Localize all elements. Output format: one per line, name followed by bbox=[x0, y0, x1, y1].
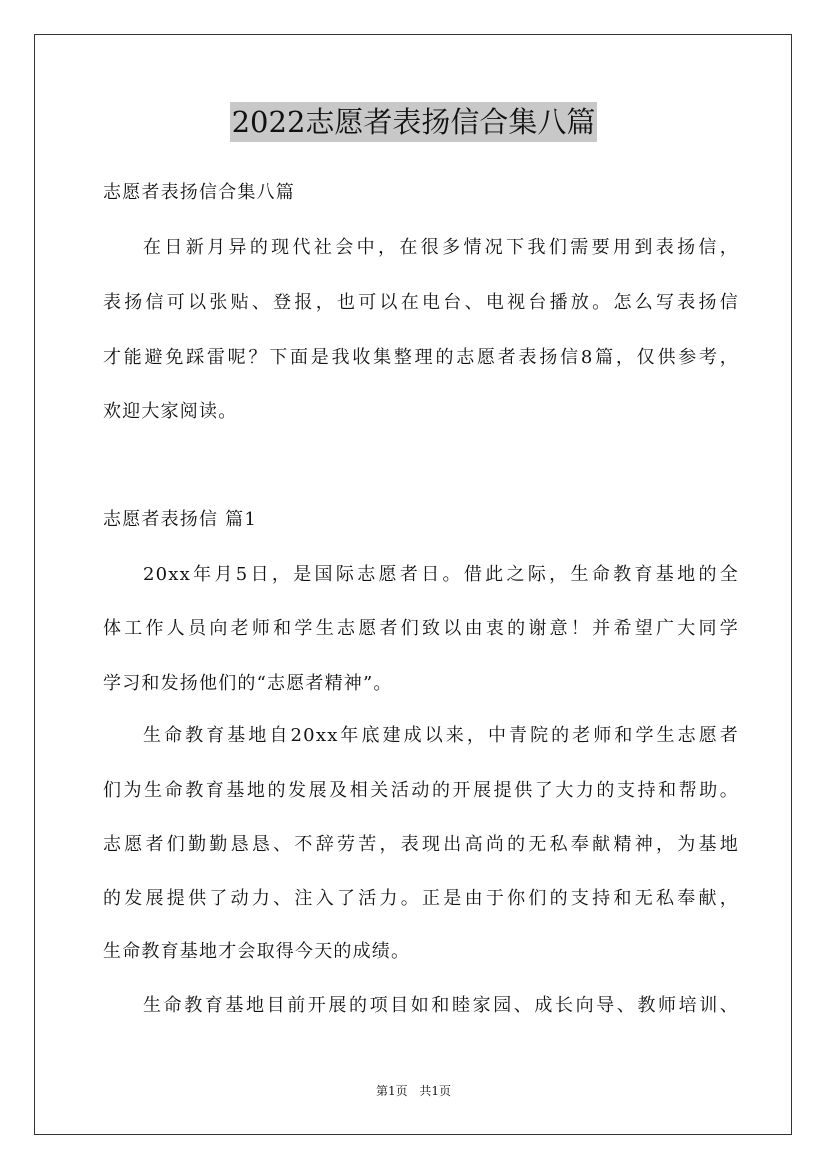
paragraph-line: 生命教育基地才会取得今天的成绩。 bbox=[103, 941, 411, 962]
page-total: 共1页 bbox=[419, 1084, 452, 1098]
intro-line: 表扬信可以张贴、登报，也可以在电台、电视台播放。怎么写表扬信 bbox=[103, 292, 739, 313]
paragraph-line: 生命教育基地目前开展的项目如和睦家园、成长向导、教师培训、 bbox=[143, 995, 739, 1016]
document-title: 2022志愿者表扬信合集八篇 bbox=[230, 102, 598, 142]
section-heading: 志愿者表扬信 篇1 bbox=[103, 509, 257, 530]
paragraph-line: 学习和发扬他们的“志愿者精神”。 bbox=[103, 673, 393, 694]
page-footer bbox=[0, 1083, 827, 1099]
paragraph-line: 生命教育基地自20xx年底建成以来，中青院的老师和学生志愿者 bbox=[143, 725, 739, 746]
paragraph-line: 志愿者们勤勤恳恳、不辞劳苦，表现出高尚的无私奉献精神，为基地 bbox=[103, 834, 739, 855]
intro-line: 才能避免踩雷呢？下面是我收集整理的志愿者表扬信8篇，仅供参考， bbox=[103, 347, 739, 368]
paragraph-line: 的发展提供了动力、注入了活力。正是由于你们的支持和无私奉献， bbox=[103, 888, 739, 909]
document-subtitle: 志愿者表扬信合集八篇 bbox=[103, 182, 295, 203]
paragraph-line: 体工作人员向老师和学生志愿者们致以由衷的谢意！并希望广大同学 bbox=[103, 618, 739, 639]
title-container bbox=[0, 102, 827, 142]
intro-line: 欢迎大家阅读。 bbox=[103, 401, 238, 422]
intro-line: 在日新月异的现代社会中，在很多情况下我们需要用到表扬信， bbox=[143, 237, 739, 258]
page-number: 第1页 bbox=[375, 1084, 408, 1098]
paragraph-line: 20xx年月5日，是国际志愿者日。借此之际，生命教育基地的全 bbox=[143, 564, 739, 585]
paragraph-line: 们为生命教育基地的发展及相关活动的开展提供了大力的支持和帮助。 bbox=[103, 780, 739, 801]
